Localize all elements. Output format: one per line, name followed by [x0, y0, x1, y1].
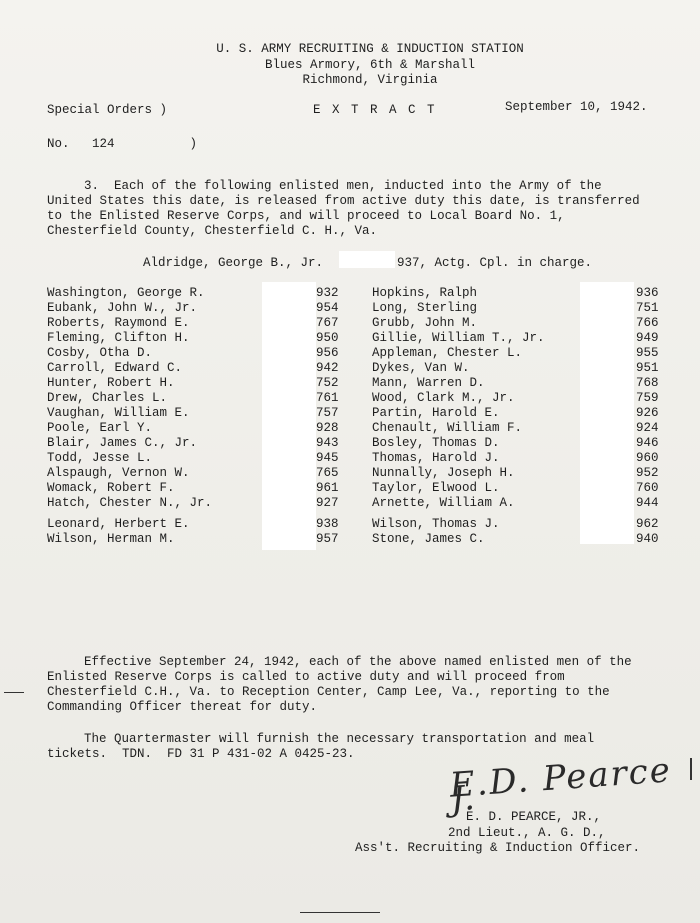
- roster-right-id: 940: [636, 532, 659, 546]
- roster-left-name: Blair, James C., Jr.: [47, 436, 198, 450]
- roster-right-id: 766: [636, 316, 659, 330]
- roster-left-id: 956: [316, 346, 339, 360]
- roster-left-name: Carroll, Edward C.: [47, 361, 183, 375]
- order-date: September 10, 1942.: [505, 100, 648, 114]
- roster-right-name: Hopkins, Ralph: [372, 286, 478, 300]
- roster-left-id: 928: [316, 421, 339, 435]
- roster-left-name: Vaughan, William E.: [47, 406, 190, 420]
- roster-right-id: 751: [636, 301, 659, 315]
- roster-right-name: Gillie, William T., Jr.: [372, 331, 545, 345]
- in-charge-role: 937, Actg. Cpl. in charge.: [397, 256, 593, 270]
- roster-right-id: 768: [636, 376, 659, 390]
- paragraph-line-3: to the Enlisted Reserve Corps, and will proceed to Local Board No. 1,: [47, 209, 565, 223]
- effective-line-2: Enlisted Reserve Corps is called to active duty and will proceed from: [47, 670, 565, 684]
- effective-line-3: Chesterfield C.H., Va. to Reception Center, Camp Lee, Va., reporting to the: [47, 685, 610, 699]
- margin-mark: [690, 758, 692, 780]
- roster-right-name: Appleman, Chester L.: [372, 346, 523, 360]
- roster-left-id: 752: [316, 376, 339, 390]
- roster-right-id: 952: [636, 466, 659, 480]
- roster-right-id: 949: [636, 331, 659, 345]
- roster-right-name: Wilson, Thomas J.: [372, 517, 500, 531]
- header-line-2: Blues Armory, 6th & Marshall: [264, 58, 476, 72]
- roster-left-name: Leonard, Herbert E.: [47, 517, 190, 531]
- roster-right-id: 926: [636, 406, 659, 420]
- redaction-box: [339, 251, 395, 268]
- in-charge-name: Aldridge, George B., Jr.: [143, 256, 324, 270]
- roster-left-name: Todd, Jesse L.: [47, 451, 153, 465]
- roster-right-name: Arnette, William A.: [372, 496, 515, 510]
- roster-left-id: 767: [316, 316, 339, 330]
- effective-line-1: Effective September 24, 1942, each of the above named enlisted men of the: [84, 655, 632, 669]
- roster-left-id: 927: [316, 496, 339, 510]
- signature-rank: 2nd Lieut., A. G. D.,: [448, 826, 606, 840]
- roster-right-name: Stone, James C.: [372, 532, 485, 546]
- roster-left-id: 932: [316, 286, 339, 300]
- redaction-box: [580, 282, 634, 544]
- extract-title: E X T R A C T: [313, 103, 437, 117]
- roster-left-name: Roberts, Raymond E.: [47, 316, 190, 330]
- roster-right-id: 944: [636, 496, 659, 510]
- roster-left-id: 943: [316, 436, 339, 450]
- roster-left-name: Poole, Earl Y.: [47, 421, 153, 435]
- roster-right-name: Bosley, Thomas D.: [372, 436, 500, 450]
- header-line-3: Richmond, Virginia: [302, 73, 438, 87]
- roster-left-id: 938: [316, 517, 339, 531]
- margin-mark: [4, 692, 24, 693]
- roster-right-name: Nunnally, Joseph H.: [372, 466, 515, 480]
- order-number: No. 124 ): [47, 137, 198, 151]
- quartermaster-line-1: The Quartermaster will furnish the necessary transportation and meal: [84, 732, 595, 746]
- roster-left-name: Womack, Robert F.: [47, 481, 175, 495]
- roster-right-name: Taylor, Elwood L.: [372, 481, 500, 495]
- signature-name: E. D. PEARCE, JR.,: [466, 810, 602, 824]
- signature-title: Ass't. Recruiting & Induction Officer.: [355, 841, 641, 855]
- roster-right-id: 760: [636, 481, 659, 495]
- roster-right-name: Long, Sterling: [372, 301, 478, 315]
- roster-left-name: Hatch, Chester N., Jr.: [47, 496, 213, 510]
- handwritten-signature: E.D. Pearce J.: [448, 750, 674, 820]
- paragraph-line-1: 3. Each of the following enlisted men, inducted into the Army of the: [84, 179, 602, 193]
- roster-left-id: 761: [316, 391, 339, 405]
- roster-right-name: Partin, Harold E.: [372, 406, 500, 420]
- header-line-1: U. S. ARMY RECRUITING & INDUCTION STATION: [216, 42, 524, 56]
- roster-left-name: Alspaugh, Vernon W.: [47, 466, 190, 480]
- roster-left-name: Washington, George R.: [47, 286, 205, 300]
- paragraph-line-2: United States this date, is released from active duty this date, is transferred: [47, 194, 640, 208]
- roster-right-id: 962: [636, 517, 659, 531]
- roster-right-id: 955: [636, 346, 659, 360]
- special-orders-label: Special Orders ): [47, 103, 168, 117]
- roster-right-id: 924: [636, 421, 659, 435]
- roster-right-name: Wood, Clark M., Jr.: [372, 391, 515, 405]
- bottom-mark: [300, 912, 380, 913]
- roster-left-name: Fleming, Clifton H.: [47, 331, 190, 345]
- roster-left-id: 957: [316, 532, 339, 546]
- roster-left-id: 757: [316, 406, 339, 420]
- redaction-box: [262, 282, 316, 550]
- roster-left-name: Hunter, Robert H.: [47, 376, 175, 390]
- roster-left-id: 961: [316, 481, 339, 495]
- roster-left-name: Cosby, Otha D.: [47, 346, 153, 360]
- roster-left-id: 954: [316, 301, 339, 315]
- roster-left-id: 942: [316, 361, 339, 375]
- roster-right-name: Grubb, John M.: [372, 316, 478, 330]
- roster-left-id: 945: [316, 451, 339, 465]
- effective-line-4: Commanding Officer thereat for duty.: [47, 700, 318, 714]
- roster-right-id: 936: [636, 286, 659, 300]
- roster-right-id: 946: [636, 436, 659, 450]
- quartermaster-line-2: tickets. TDN. FD 31 P 431-02 A 0425-23.: [47, 747, 355, 761]
- roster-right-name: Thomas, Harold J.: [372, 451, 500, 465]
- roster-left-id: 765: [316, 466, 339, 480]
- paragraph-line-4: Chesterfield County, Chesterfield C. H., Va.: [47, 224, 378, 238]
- roster-right-name: Dykes, Van W.: [372, 361, 470, 375]
- roster-right-id: 759: [636, 391, 659, 405]
- roster-left-name: Wilson, Herman M.: [47, 532, 175, 546]
- roster-right-name: Chenault, William F.: [372, 421, 523, 435]
- roster-left-id: 950: [316, 331, 339, 345]
- roster-right-id: 951: [636, 361, 659, 375]
- roster-left-name: Drew, Charles L.: [47, 391, 168, 405]
- roster-right-id: 960: [636, 451, 659, 465]
- roster-left-name: Eubank, John W., Jr.: [47, 301, 198, 315]
- roster-right-name: Mann, Warren D.: [372, 376, 485, 390]
